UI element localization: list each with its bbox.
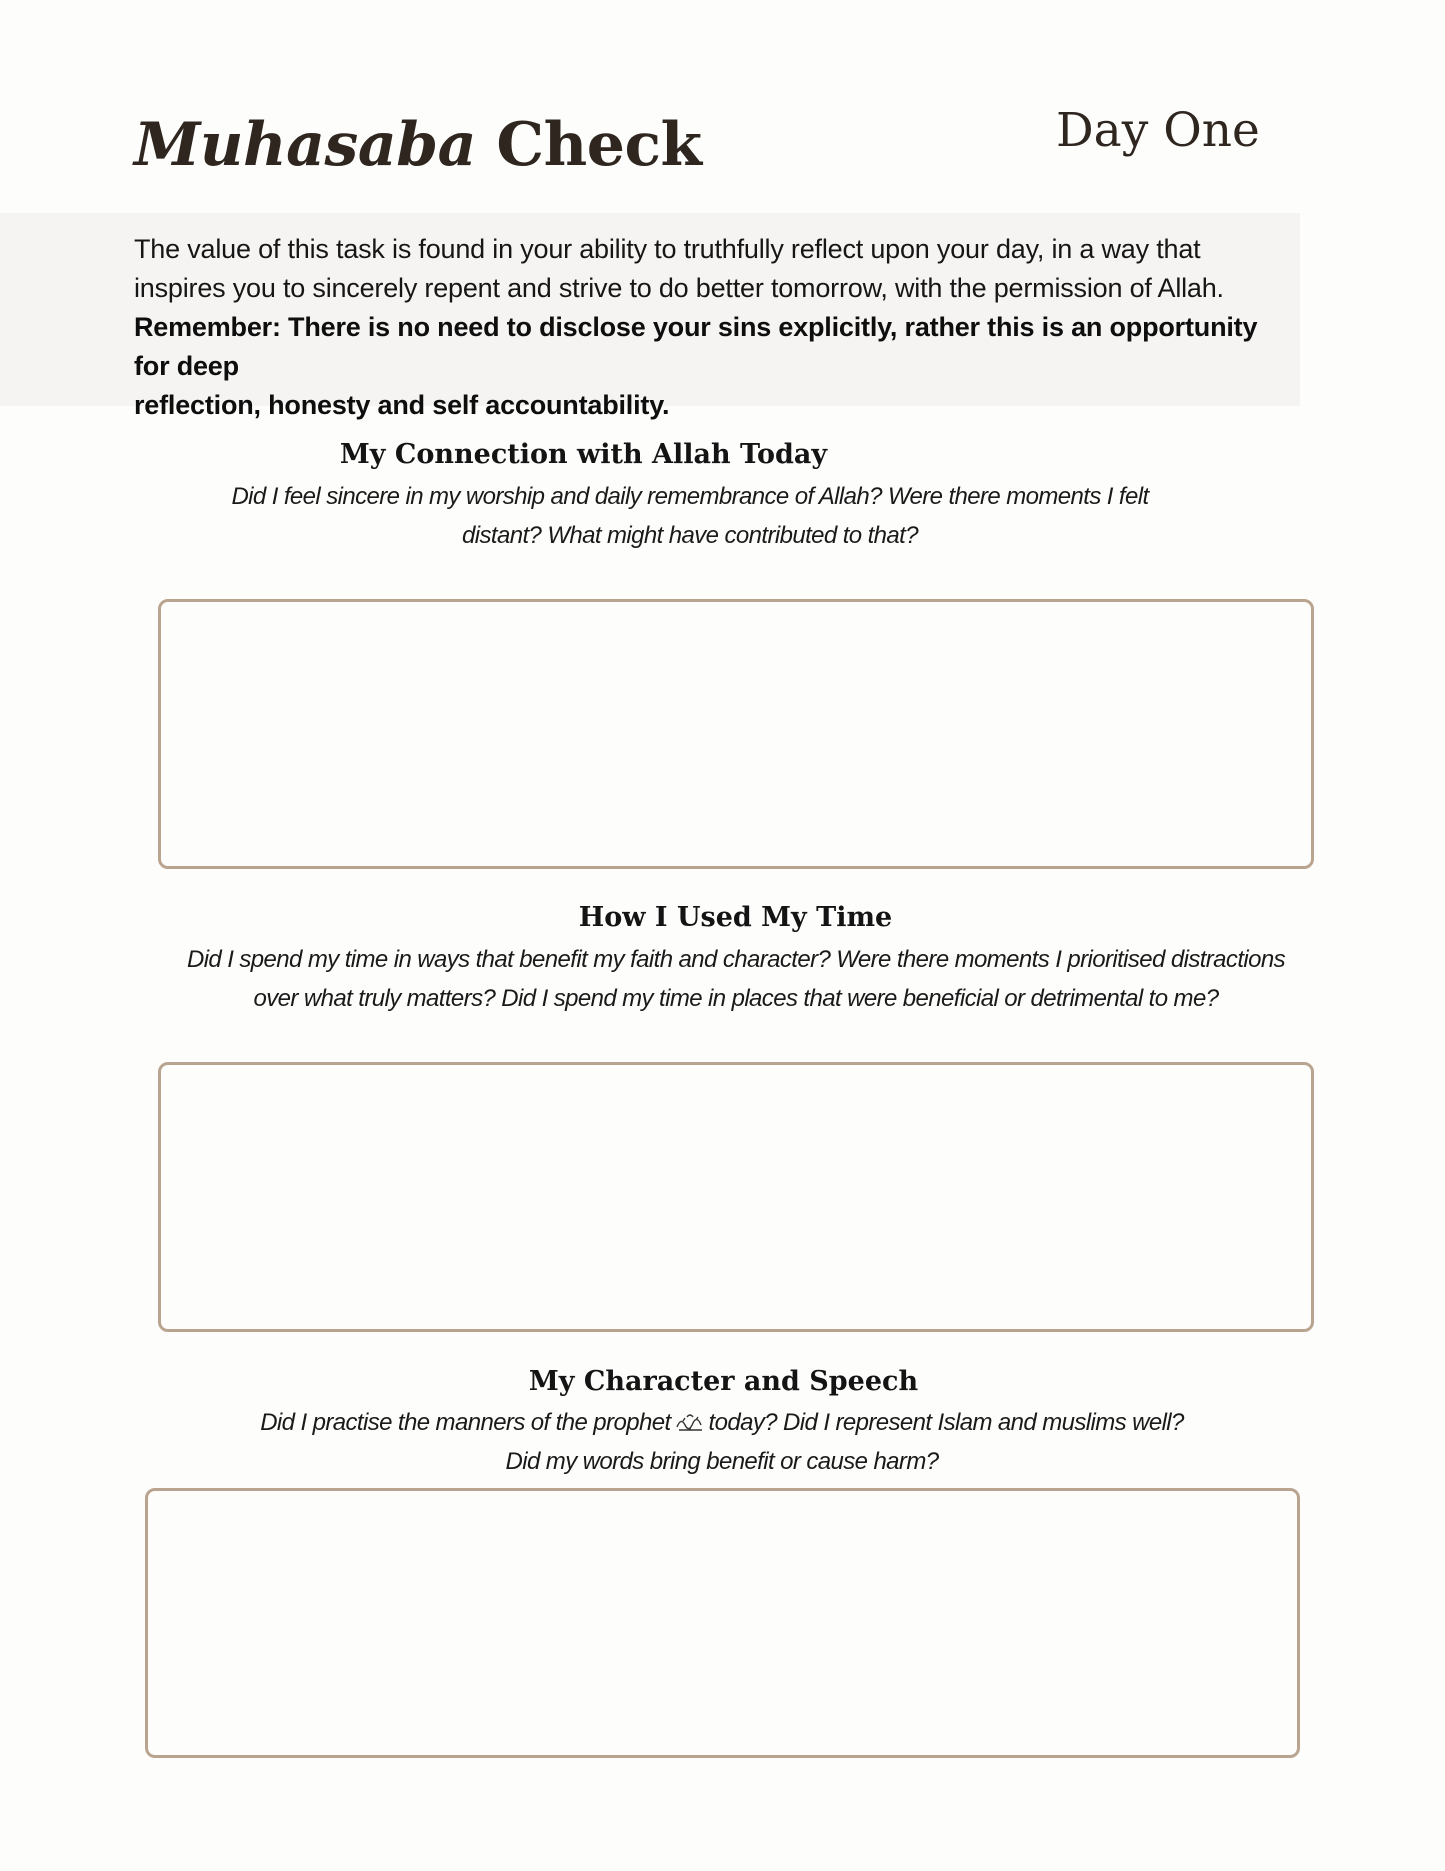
section-prompt-time	[136, 940, 1336, 1018]
section-heading-connection: My Connection with Allah Today	[339, 439, 828, 470]
intro-line: The value of this task is found in your ability to truthfully reflect upon your day, in a way that	[134, 234, 1201, 264]
salawat-calligraphy-icon	[675, 1406, 705, 1428]
answer-box-connection[interactable]	[158, 599, 1314, 869]
prompt-line	[172, 1403, 1272, 1442]
title-italic: Muhasaba	[134, 110, 477, 180]
intro-line: inspires you to sincerely repent and strive to do better tomorrow, with the permission of Allah.	[134, 273, 1224, 303]
section-heading-time: How I Used My Time	[578, 902, 893, 933]
intro-reminder-line: reflection, honesty and self accountability.	[134, 390, 670, 420]
prompt-line: over what truly matters? Did I spend my time in places that were beneficial or detrimental to me?	[253, 985, 1219, 1012]
title-rest: Check	[496, 110, 702, 180]
prompt-line: Did my words bring benefit or cause harm?	[505, 1448, 939, 1475]
answer-box-character[interactable]	[145, 1488, 1300, 1758]
section-heading-character: My Character and Speech	[528, 1366, 919, 1397]
section-prompt-connection	[190, 477, 1190, 555]
intro-reminder-line: Remember: There is no need to disclose your sins explicitly, rather this is an opportunity for deep	[134, 312, 1258, 381]
prompt-line: Did I feel sincere in my worship and daily remembrance of Allah? Were there moments I felt	[231, 483, 1149, 510]
section-prompt-character	[172, 1403, 1272, 1481]
prompt-text: today? Did I represent Islam and muslims well?	[708, 1409, 1184, 1436]
page-title	[134, 100, 702, 190]
prompt-line: Did I spend my time in ways that benefit my faith and character? Were there moments I prioritised distractions	[186, 946, 1286, 973]
intro-text	[134, 230, 1284, 425]
prompt-text: Did I practise the manners of the prophet	[260, 1409, 671, 1436]
prompt-line: distant? What might have contributed to that?	[462, 522, 918, 549]
day-label: Day One	[1056, 103, 1260, 158]
answer-box-time[interactable]	[158, 1062, 1314, 1332]
